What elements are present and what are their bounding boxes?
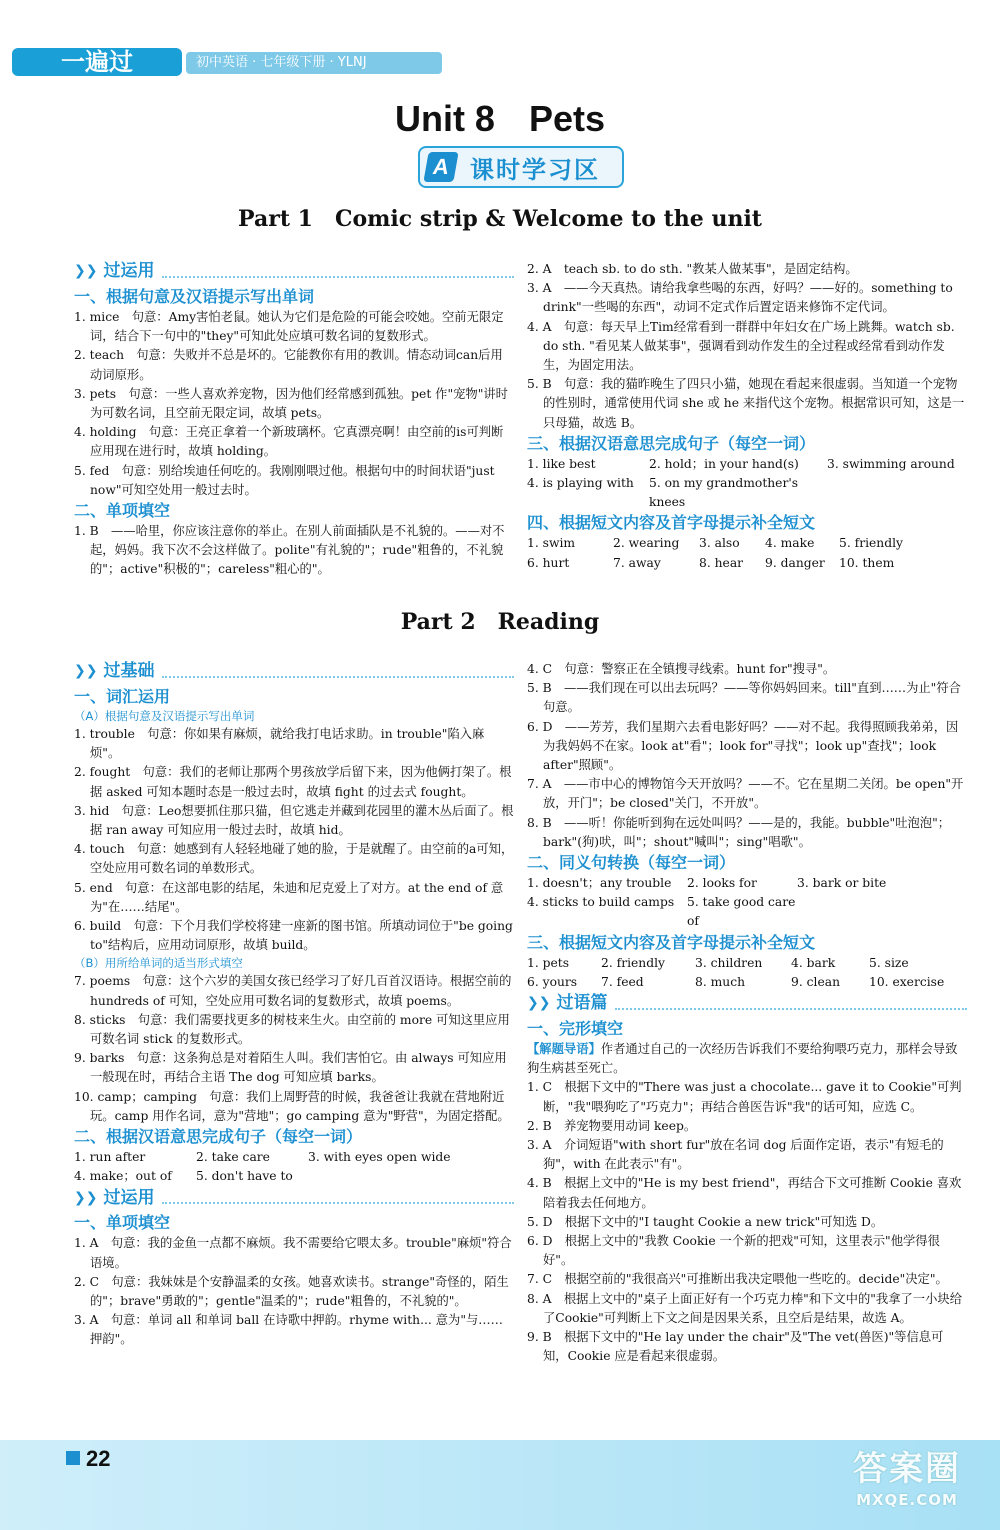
answer-cell: 2. looks for: [687, 876, 757, 891]
part1-title: Part 1 Comic strip & Welcome to the unit: [238, 206, 762, 232]
subsection-subtitle: （A）根据句意及汉语提示写出单词: [74, 709, 255, 723]
answer-row: [527, 455, 967, 474]
answer-cell: 5. don't have to: [196, 1169, 293, 1184]
answer-item: 4. C 句意：警察正在全镇搜寻线索。hunt for"搜寻"。: [527, 662, 836, 676]
answer-cell: 5. friendly: [839, 536, 903, 551]
answer-cell: 10. them: [839, 555, 895, 570]
unit-number: Unit 8: [394, 98, 495, 139]
answer-cell: 5. size: [869, 955, 909, 970]
answer-cell: 4. sticks to build camps: [527, 895, 675, 910]
answer-item: 1. B ——哈里，你应该注意你的举止。在别人前面插队是不礼貌的。——对不起，妈妈。我下次不会这样做了。polite"有礼貌的"；rude"粗鲁的，不礼貌的"；active"积极的"；careless"粗心的"。: [74, 524, 505, 577]
answer-cell: 9. clean: [791, 974, 840, 989]
answer-item: 4. holding 句意：王亮正拿着一个新玻璃杯。它真漂亮啊！由空前的is可判断应用现在进行时，故填 holding。: [74, 425, 504, 459]
answer-cell: 2. take care: [196, 1150, 270, 1165]
page-marker-icon: [66, 1451, 80, 1465]
subsection-title: 三、根据汉语意思完成句子（每空一词）: [527, 433, 816, 453]
answer-item: 5. B ——我们现在可以出去玩吗？——等你妈妈回来。till"直到……为止"符合句意。: [527, 681, 961, 715]
answer-item: 10. camp；camping 句意：我们上周野营的时候，我爸爸让我就在营地附近玩。camp 用作名词，意为"营地"；go camping 意为"野营"，为固定搭配。: [74, 1089, 510, 1123]
section-header: ❯❯ 过运用: [74, 260, 514, 284]
header-bar: [0, 44, 450, 80]
answer-row: [527, 893, 967, 931]
answer-item: 9. B 根据下文中的"He lay under the chair"及"The vet(兽医)"等信息可知，Cookie 应是看起来很虚弱。: [527, 1330, 944, 1364]
answer-cell: 8. much: [695, 974, 746, 989]
answer-item: 9. barks 句意：这条狗总是对着陌生人叫。我们害怕它。由 always 可知应用一般现在时，再结合主语 The dog 可知应填 barks。: [74, 1051, 507, 1085]
book-tag: 初中英语 · 七年级下册 · YLNJ: [186, 52, 442, 74]
answer-item: 1. trouble 句意：你如果有麻烦，就给我打电话求助。in trouble"陷入麻烦"。: [74, 727, 485, 761]
answer-item: 3. A ——今天真热。请给我拿些喝的东西，好吗？——好的。something to drink"一些喝的东西"，动词不定式作后置定语来修饰不定代词。: [527, 281, 953, 315]
answer-item: 3. pets 句意：一些人喜欢养宠物，因为他们经常感到孤独。pet 作"宠物"讲时为可数名词，且空前无限定词，故填 pets。: [74, 386, 508, 421]
answer-item: 3. A 介词短语"with short fur"放在名词 dog 后面作定语，表示"有短毛的狗"，with 在此表示"有"。: [527, 1138, 944, 1172]
part2-left-column: [74, 660, 514, 1350]
answer-cell: 1. doesn't；any trouble: [527, 876, 672, 891]
area-letter-icon: A: [423, 152, 458, 182]
area-badge: [418, 146, 624, 188]
subsection-title: 三、根据短文内容及首字母提示补全短文: [527, 932, 816, 952]
answer-cell: 5. on my grandmother's knees: [649, 476, 799, 510]
answer-cell: 1. pets: [527, 955, 570, 970]
answer-row: [527, 973, 967, 992]
subsection-subtitle: （B）用所给单词的适当形式填空: [74, 956, 243, 971]
answer-cell: 5. take good care of: [687, 895, 796, 929]
answer-cell: 2. friendly: [601, 955, 665, 970]
answer-cell: 1. run after: [74, 1150, 146, 1165]
answer-item: 6. build 句意：下个月我们学校将建一座新的图书馆。所填动词位于"be going to"结构后，应用动词原形，故填 build。: [74, 919, 513, 953]
part1-right-column: [527, 260, 967, 573]
answer-row: [527, 874, 967, 893]
answer-item: 6. D 根据上文中的"我教 Cookie 一个新的把戏"可知，这里表示"他学得很好"。: [527, 1234, 940, 1268]
answer-cell: 9. danger: [765, 555, 825, 570]
answer-item: 3. A 句意：单词 all 和单词 ball 在诗歌中押韵。rhyme with... 意为"与……押韵"。: [74, 1313, 503, 1347]
section-header: ❯❯ 过语篇: [527, 992, 967, 1016]
answer-cell: 6. hurt: [527, 555, 570, 570]
section-header: ❯❯ 过运用: [74, 1186, 514, 1210]
answer-item: 2. fought 句意：我们的老师让那两个男孩放学后留下来，因为他俩打架了。根据 asked 可知本题时态是一般过去时，故填 fight 的过去式 fought。: [74, 765, 512, 799]
answer-cell: 4. is playing with: [527, 476, 634, 491]
answer-cell: 2. wearing: [613, 536, 680, 551]
answer-cell: 4. make；out of: [74, 1169, 172, 1184]
unit-title: [0, 98, 1000, 140]
subsection-title: 一、词汇运用: [74, 687, 171, 706]
answer-cell: 1. swim: [527, 536, 576, 551]
answer-item: 2. A teach sb. to do sth. "教某人做某事"，是固定结构。: [527, 262, 858, 276]
answer-item: 7. C 根据空前的"我很高兴"可推断出我决定喂他一些吃的。decide"决定"。: [527, 1272, 948, 1287]
answer-item: 4. B 根据上文中的"He is my best friend"，再结合下文可推断 Cookie 喜欢陪着我去任何地方。: [527, 1176, 962, 1210]
answer-cell: 3. bark or bite: [797, 876, 887, 891]
answer-row: [74, 1167, 514, 1186]
unit-name: Pets: [528, 98, 606, 139]
answer-item: 8. A 根据上文中的"桌子上面正好有一个巧克力棒"和下文中的"我拿了一小块给了Cookie"可判断上下文之间是因果关系，且空后是结果，故选 A。: [527, 1291, 962, 1325]
watermark: [832, 1448, 982, 1520]
series-logo: 一遍过: [12, 48, 182, 76]
answer-item: 5. B 句意：我的猫昨晚生了四只小猫，她现在看起来很虚弱。当知道一个宠物的性别时，通常使用代词 she 或 he 来指代这个宠物。根据常识可知，这是一只母猫，故选 B。: [527, 377, 965, 430]
answer-item: 1. A 句意：我的金鱼一点都不麻烦。我不需要给它喂太多。trouble"麻烦"符合语境。: [74, 1236, 512, 1270]
section-mark-icon: ❯❯: [74, 1189, 98, 1206]
answer-item: 1. mice 句意：Amy害怕老鼠。她认为它们是危险的可能会咬她。空前无限定词，结合下一句中的"they"可知此处应填可数名词的复数形式。: [74, 310, 504, 344]
subsection-title: 四、根据短文内容及首字母提示补全短文: [527, 513, 816, 533]
answer-cell: 3. swimming around: [827, 456, 955, 471]
answer-row: [527, 554, 967, 573]
page-number: 22: [86, 1446, 111, 1471]
subsection-title: 一、根据句意及汉语提示写出单词: [74, 287, 315, 306]
section-mark-icon: ❯❯: [527, 995, 551, 1012]
subsection-title: 二、单项填空: [74, 501, 171, 521]
watermark-title: 答案圈: [853, 1449, 961, 1489]
answer-item: 5. fed 句意：别给埃迪任何吃的。我刚刚喂过他。根据句中的时间状语"just now"可知空处用一般过去时。: [74, 463, 495, 497]
subsection-title: 二、同义句转换（每空一词）: [527, 853, 736, 873]
answer-cell: 7. feed: [601, 974, 644, 989]
answer-cell: 4. make: [765, 536, 815, 551]
answer-row: [527, 954, 967, 973]
watermark-url: MXQE.COM: [856, 1491, 958, 1509]
answer-cell: 10. exercise: [869, 974, 945, 989]
subsection-title: 二、根据汉语意思完成句子（每空一词）: [74, 1127, 363, 1147]
subsection-title: 一、完形填空: [527, 1019, 624, 1039]
answer-item: 7. A ——市中心的博物馆今天开放吗？——不。它在星期二关闭。be open"开放，开门"；be closed"关门，不开放"。: [527, 777, 964, 811]
answer-row: [74, 1148, 514, 1167]
answer-item: 4. touch 句意：她感到有人轻轻地碰了她的脸，于是就醒了。由空前的a可知，空处应用可数名词的单数形式。: [74, 842, 514, 876]
subsection-title: 一、单项填空: [74, 1213, 171, 1233]
answer-item: 2. B 养宠物要用动词 keep。: [527, 1118, 697, 1133]
answer-cell: 3. with eyes open wide: [308, 1150, 451, 1165]
part2-right-column: [527, 660, 967, 1367]
answer-item: 6. D ——芳芳，我们星期六去看电影好吗？——对不起。我得照顾我弟弟，因为我妈妈不在家。look at"看"；look for"寻找"；look up"查找"；look after"照顾"。: [527, 719, 959, 773]
answer-row: [527, 474, 967, 512]
answer-item: 8. sticks 句意：我们需要找更多的树枝来生火。由空前的 more 可知这里应用可数名词 stick 的复数形式。: [74, 1012, 510, 1047]
answer-item: 4. A 句意：每天早上Tim经常看到一群群中年妇女在广场上跳舞。watch sb. do sth. "看见某人做某事"，强调看到动作发生的全过程或经常看到动作发生，为固定用法。: [527, 319, 955, 373]
answer-item: 1. C 根据下文中的"There was just a chocolate... gave it to Cookie"可判断，"我"喂狗吃了"巧克力"；再结合兽医告诉"我"的话可知，应选 C。: [527, 1080, 962, 1114]
answer-item: 5. end 句意：在这部电影的结尾，朱迪和尼克爱上了对方。at the end of 意为"在……结尾"。: [74, 880, 504, 914]
section-mark-icon: ❯❯: [74, 263, 98, 280]
section-header: ❯❯ 过基础: [74, 660, 514, 684]
answer-row: [527, 534, 967, 553]
section-mark-icon: ❯❯: [74, 663, 98, 680]
answer-cell: 6. yours: [527, 974, 578, 989]
answer-cell: 3. children: [695, 955, 763, 970]
answer-cell: 8. hear: [699, 555, 744, 570]
passage-hint: 【解题导语】作者通过自己的一次经历告诉我们不要给狗喂巧克力，那样会导致狗生病甚至死亡。: [527, 1042, 958, 1076]
answer-item: 7. poems 句意：这个六岁的美国女孩已经学习了好几百首汉语诗。根据空前的 hundreds of 可知，空处应用可数名词的复数形式，故填 poems。: [74, 974, 512, 1008]
answer-cell: 7. away: [613, 555, 661, 570]
answer-cell: 4. bark: [791, 955, 836, 970]
answer-cell: 2. hold；in your hand(s): [649, 456, 799, 471]
answer-item: 2. C 句意：我妹妹是个安静温柔的女孩。她喜欢读书。strange"奇怪的，陌生的"；brave"勇敢的"；gentle"温柔的"；rude"粗鲁的，不礼貌的"。: [74, 1274, 509, 1309]
answer-cell: 1. like best: [527, 456, 596, 471]
answer-item: 8. B ——听！你能听到狗在远处叫吗？——是的，我能。bubble"吐泡泡"；bark"(狗)吠，叫"；shout"喊叫"；sing"唱歌"。: [527, 815, 951, 849]
answer-cell: 3. also: [699, 536, 740, 551]
answer-item: 3. hid 句意：Leo想要抓住那只猫，但它逃走并藏到花园里的灌木丛后面了。根据 ran away 可知应用一般过去时，故填 hid。: [74, 803, 514, 838]
part2-title: Part 2 Reading: [400, 609, 600, 635]
answer-item: 2. teach 句意：失败并不总是坏的。它能教你有用的教训。情态动词can后用动词原形。: [74, 348, 503, 382]
answer-item: 5. D 根据下文中的"I taught Cookie a new trick"可知选 D。: [527, 1214, 884, 1229]
part1-left-column: [74, 260, 514, 580]
area-title: 课时学习区: [470, 155, 600, 184]
